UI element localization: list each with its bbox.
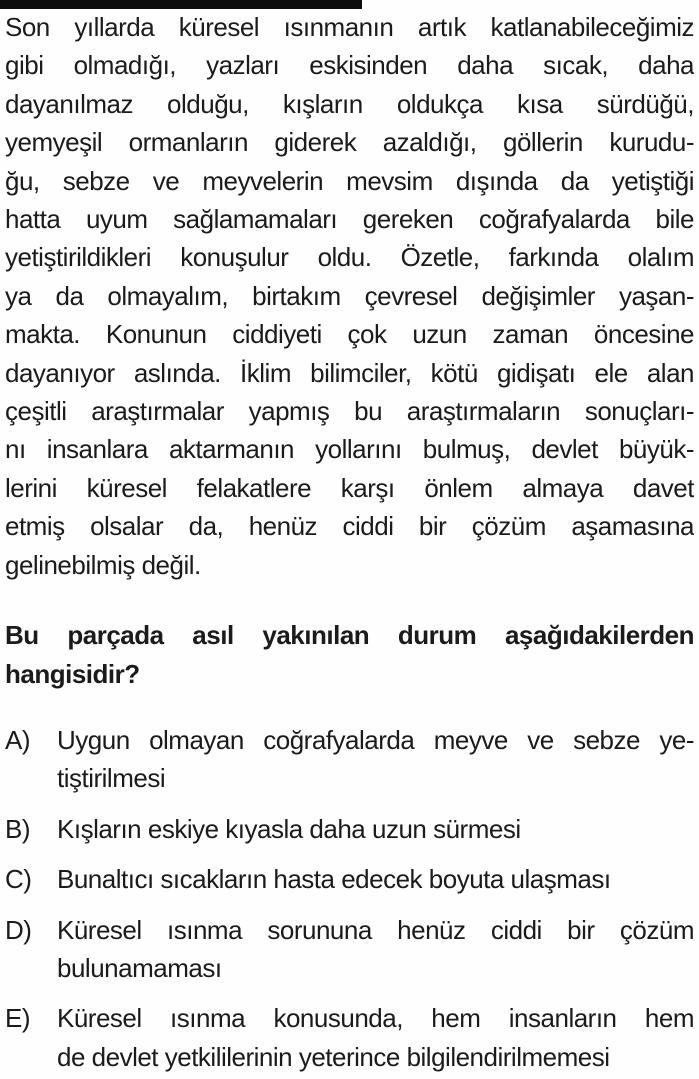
question-line: hangisidir? <box>5 658 140 689</box>
passage-line: yetiştirildikleri konuşulur oldu. Özetle, farkında olalım <box>5 242 694 273</box>
question-line: Bu parçada asıl yakınılan durum aşağıdakilerden <box>5 620 694 651</box>
passage-line: ğu, sebze ve meyvelerin mevsim dışında da yetiştiği <box>5 165 694 196</box>
option-text-line: Kışların eskiye kıyasla daha uzun sürmesi <box>57 813 521 844</box>
option-a-text <box>57 721 694 798</box>
passage-line: lerini küresel felakatlere karşı önlem almaya davet <box>5 472 694 503</box>
option-d-label: D) <box>5 914 32 945</box>
passage-line: gibi olmadığı, yazları eskisinden daha sıcak, daha <box>5 50 694 81</box>
passage-line: hatta uyum sağlamamaları gereken coğrafyalarda bile <box>5 204 694 235</box>
option-text-line: de devlet yetkililerinin yeterince bilgilendirilmemesi <box>57 1041 610 1072</box>
passage-line: makta. Konunun ciddiyeti çok uzun zaman öncesine <box>5 319 694 350</box>
passage-line: gelinebilmiş değil. <box>5 549 201 580</box>
option-b-label: B) <box>5 813 30 844</box>
passage-line: dayanıyor aslında. İklim bilimciler, kötü gidişatı ele alan <box>5 357 694 388</box>
passage-line: yemyeşil ormanların giderek azaldığı, göllerin kurudu- <box>5 127 694 158</box>
passage-line: nı insanlara aktarmanın yollarını bulmuş, devlet büyük- <box>5 434 694 465</box>
question-stem <box>5 616 694 693</box>
option-b <box>5 810 694 848</box>
option-d-text <box>57 911 694 988</box>
reading-passage <box>5 8 694 584</box>
answer-options <box>5 721 694 1076</box>
option-d <box>5 911 694 988</box>
option-e-label: E) <box>5 1003 30 1034</box>
option-text-line: Uygun olmayan coğrafyalarda meyve ve sebze ye- <box>57 724 694 755</box>
passage-line: Son yıllarda küresel ısınmanın artık katlanabileceğimiz <box>5 12 694 42</box>
option-e-text <box>57 999 694 1076</box>
passage-line: çeşitli araştırmalar yapmış bu araştırmaların sonuçları- <box>5 396 694 427</box>
top-black-crop-bar <box>0 0 362 9</box>
passage-line: dayanılmaz olduğu, kışların oldukça kısa sürdüğü, <box>5 88 694 119</box>
option-b-text <box>57 810 694 848</box>
option-a-label: A) <box>5 724 30 755</box>
option-text-line: Bunaltıcı sıcakların hasta edecek boyuta ulaşması <box>57 864 611 895</box>
option-text-line: bulunamaması <box>57 952 222 983</box>
option-c-label: C) <box>5 864 32 895</box>
option-text-line: Küresel ısınma sorununa henüz ciddi bir çözüm <box>57 914 694 945</box>
option-c <box>5 860 694 898</box>
option-c-text <box>57 860 694 898</box>
passage-line: ya da olmayalım, birtakım çevresel değişimler yaşan- <box>5 280 694 311</box>
option-e <box>5 999 694 1076</box>
option-a <box>5 721 694 798</box>
option-text-line: tiştirilmesi <box>57 763 166 794</box>
option-text-line: Küresel ısınma konusunda, hem insanların hem <box>57 1003 694 1034</box>
passage-line: etmiş olsalar da, henüz ciddi bir çözüm aşamasına <box>5 511 694 542</box>
